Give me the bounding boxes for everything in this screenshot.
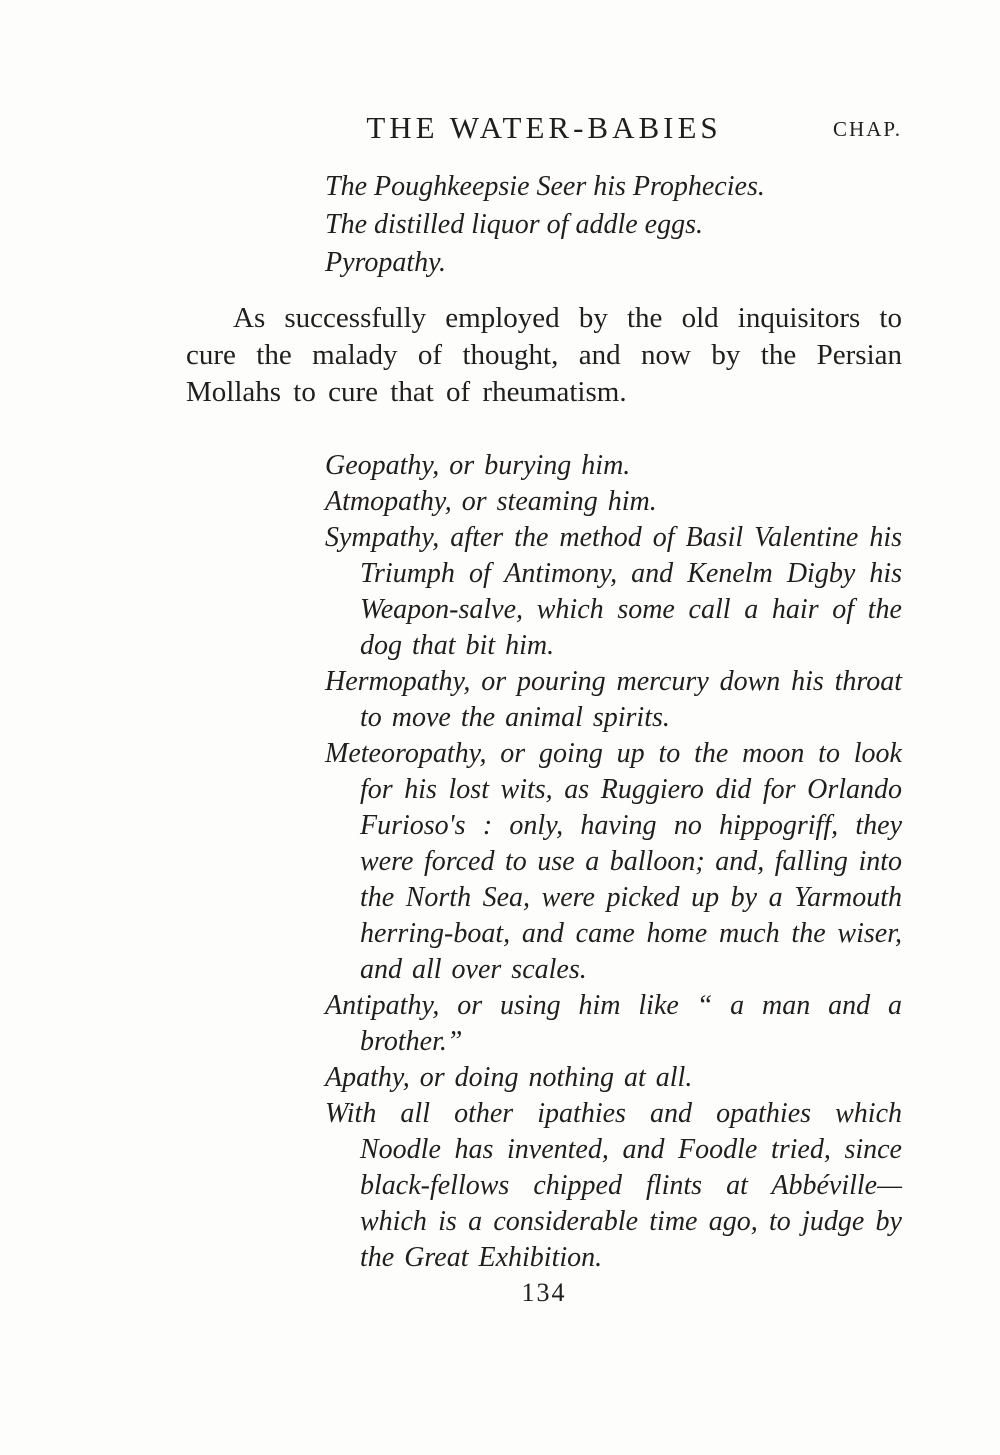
list-item: Meteoropathy, or going up to the moon to look for his lost wits, as Ruggiero did for Orlando Furioso's : only, having no hippogriff, they were forced to use a balloon; and, falling into the North Sea, were picked up by a Yarmouth herring-boat, and came home much the wiser, and all over scales. bbox=[325, 738, 902, 985]
intro-line: The distilled liquor of addle eggs. bbox=[325, 209, 703, 240]
list-item: With all other ipathies and opathies which Noodle has invented, and Foodle tried, since black-fellows chipped flints at Abbéville—which is a considerable time ago, to judge by the Great Exhibition. bbox=[325, 1098, 902, 1273]
page-header bbox=[186, 110, 902, 150]
chapter-label: CHAP. bbox=[833, 117, 902, 141]
running-title: THE WATER-BABIES bbox=[366, 110, 722, 145]
list-item: Apathy, or doing nothing at all. bbox=[325, 1062, 693, 1093]
body-paragraph: As successfully employed by the old inquisitors to cure the malady of thought, and now by the Persian Mollahs to cure that of rheumatism. bbox=[186, 302, 902, 408]
intro-line: The Poughkeepsie Seer his Prophecies. bbox=[325, 171, 765, 202]
chapter-contents-intro bbox=[325, 168, 905, 282]
list-item: Atmopathy, or steaming him. bbox=[325, 486, 657, 517]
intro-line: Pyropathy. bbox=[325, 247, 447, 278]
pathy-list bbox=[325, 448, 902, 1276]
list-item: Hermopathy, or pouring mercury down his throat to move the animal spirits. bbox=[325, 666, 902, 733]
list-item: Sympathy, after the method of Basil Valentine his Triumph of Antimony, and Kenelm Digby his Weapon-salve, which some call a hair of the dog that bit him. bbox=[325, 522, 902, 661]
list-item: Geopathy, or burying him. bbox=[325, 450, 631, 481]
list-item: Antipathy, or using him like “ a man and a brother.” bbox=[325, 990, 902, 1057]
page-number: 134 bbox=[521, 1278, 567, 1307]
